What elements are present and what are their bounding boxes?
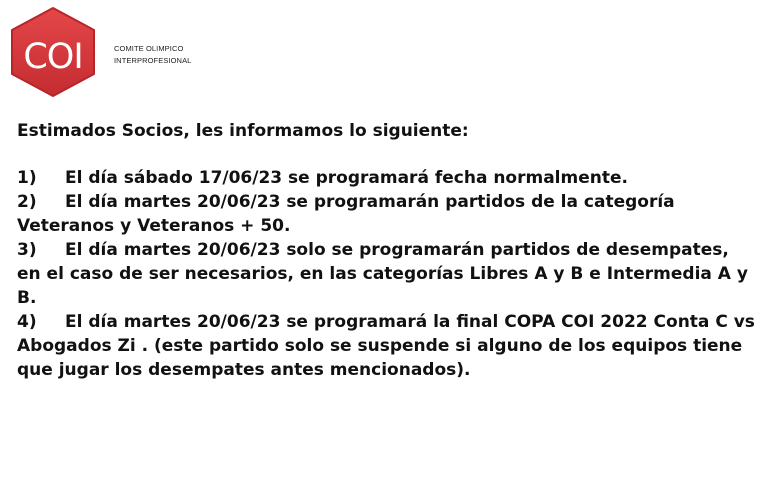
org-name-line2: INTERPROFESIONAL [114,56,192,65]
list-text: El día martes 20/06/23 se programará la final COPA COI 2022 Conta C vs Abogados Zi . (este partido solo se suspende si alguno de los equipos tiene que jugar los desempates antes mencionados). [17,312,755,380]
org-name-line1: COMITE OLIMPICO [114,44,184,53]
logo-lettering: COI [23,37,83,77]
list-number: 3) [17,240,37,260]
coi-logo [8,6,98,98]
list-item-1 [17,166,757,190]
list-number: 4) [17,312,37,332]
list-item-4 [17,310,757,382]
list-text: El día martes 20/06/23 solo se programarán partidos de desempates, en el caso de ser necesarios, en las categorías Libres A y B e Intermedia A y B. [17,240,748,308]
list-item-2 [17,190,757,238]
announcement-body [17,119,757,382]
list-number: 2) [17,192,37,212]
greeting-text: Estimados Socios, les informamos lo siguiente: [17,121,469,141]
list-text: El día sábado 17/06/23 se programará fecha normalmente. [65,168,628,188]
list-item-3 [17,238,757,310]
list-number: 1) [17,168,37,188]
organization-name [114,43,191,67]
list-text: El día martes 20/06/23 se programarán partidos de la categoría Veteranos y Veteranos + 50. [17,192,675,236]
